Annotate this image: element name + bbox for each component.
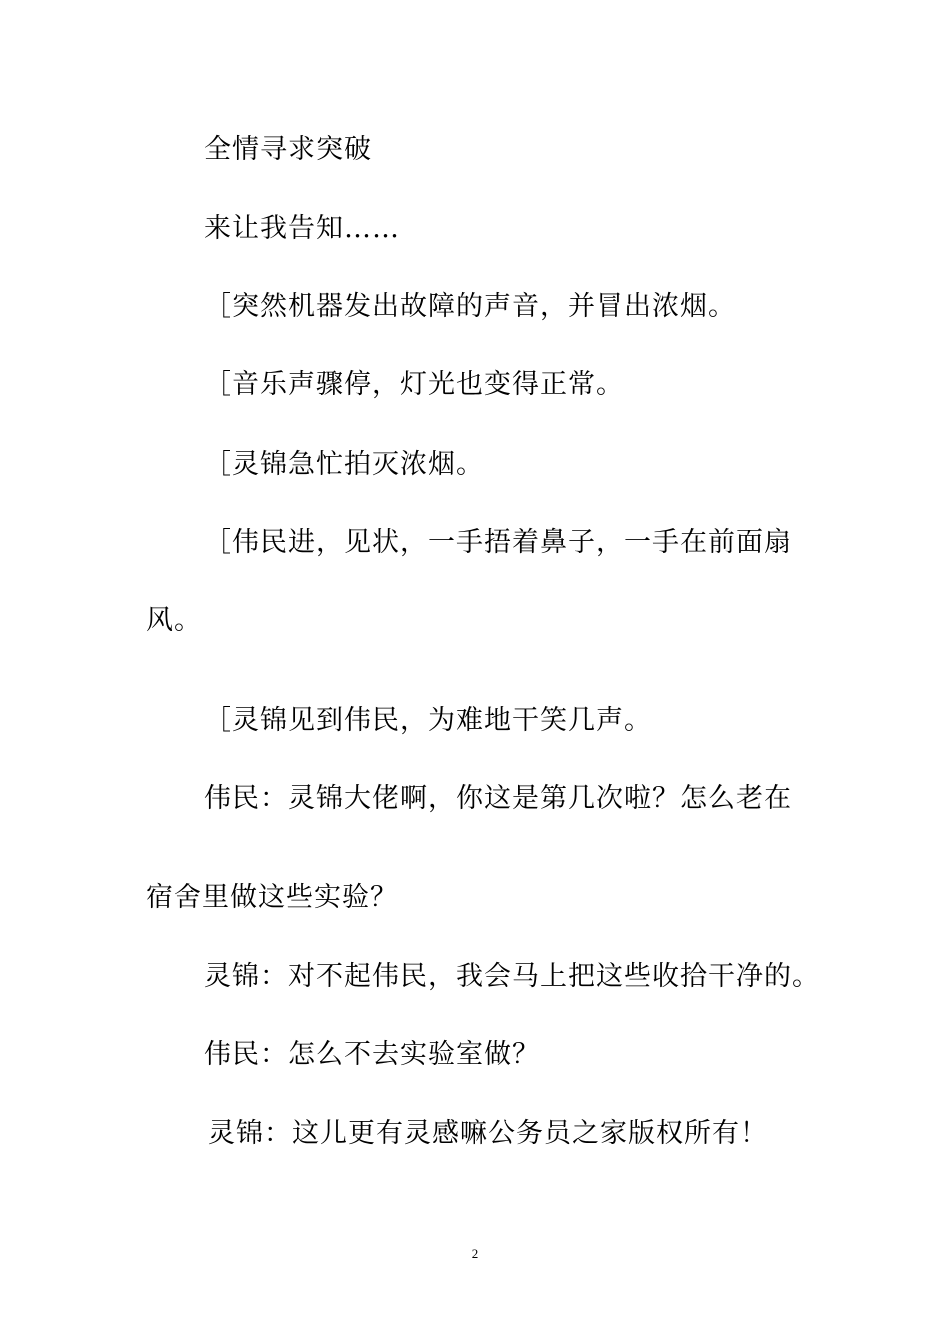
page-number: 2 (471, 1246, 479, 1261)
stage-direction: ［音乐声骤停，灯光也变得正常。 (204, 369, 624, 400)
dialogue-line: 灵锦：对不起伟民，我会马上把这些收拾干净的。 (204, 961, 820, 992)
dialogue-line: 伟民：灵锦大佬啊，你这是第几次啦？怎么老在 (204, 783, 792, 814)
dialogue-line-continued: 宿舍里做这些实验？ (146, 882, 398, 913)
dialogue-line: 伟民：怎么不去实验室做？ (204, 1039, 540, 1070)
stage-direction: ［灵锦见到伟民，为难地干笑几声。 (204, 705, 652, 736)
dialogue-line: 灵锦：这儿更有灵感嘛公务员之家版权所有！ (208, 1118, 768, 1149)
text-line: 来让我告知…… (204, 213, 400, 244)
text-line: 全情寻求突破 (204, 134, 372, 165)
stage-direction: ［伟民进，见状，一手捂着鼻子，一手在前面扇 (204, 527, 792, 558)
stage-direction: ［突然机器发出故障的声音，并冒出浓烟。 (204, 291, 736, 322)
stage-direction: ［灵锦急忙拍灭浓烟。 (204, 449, 484, 480)
stage-direction-continued: 风。 (146, 605, 202, 636)
